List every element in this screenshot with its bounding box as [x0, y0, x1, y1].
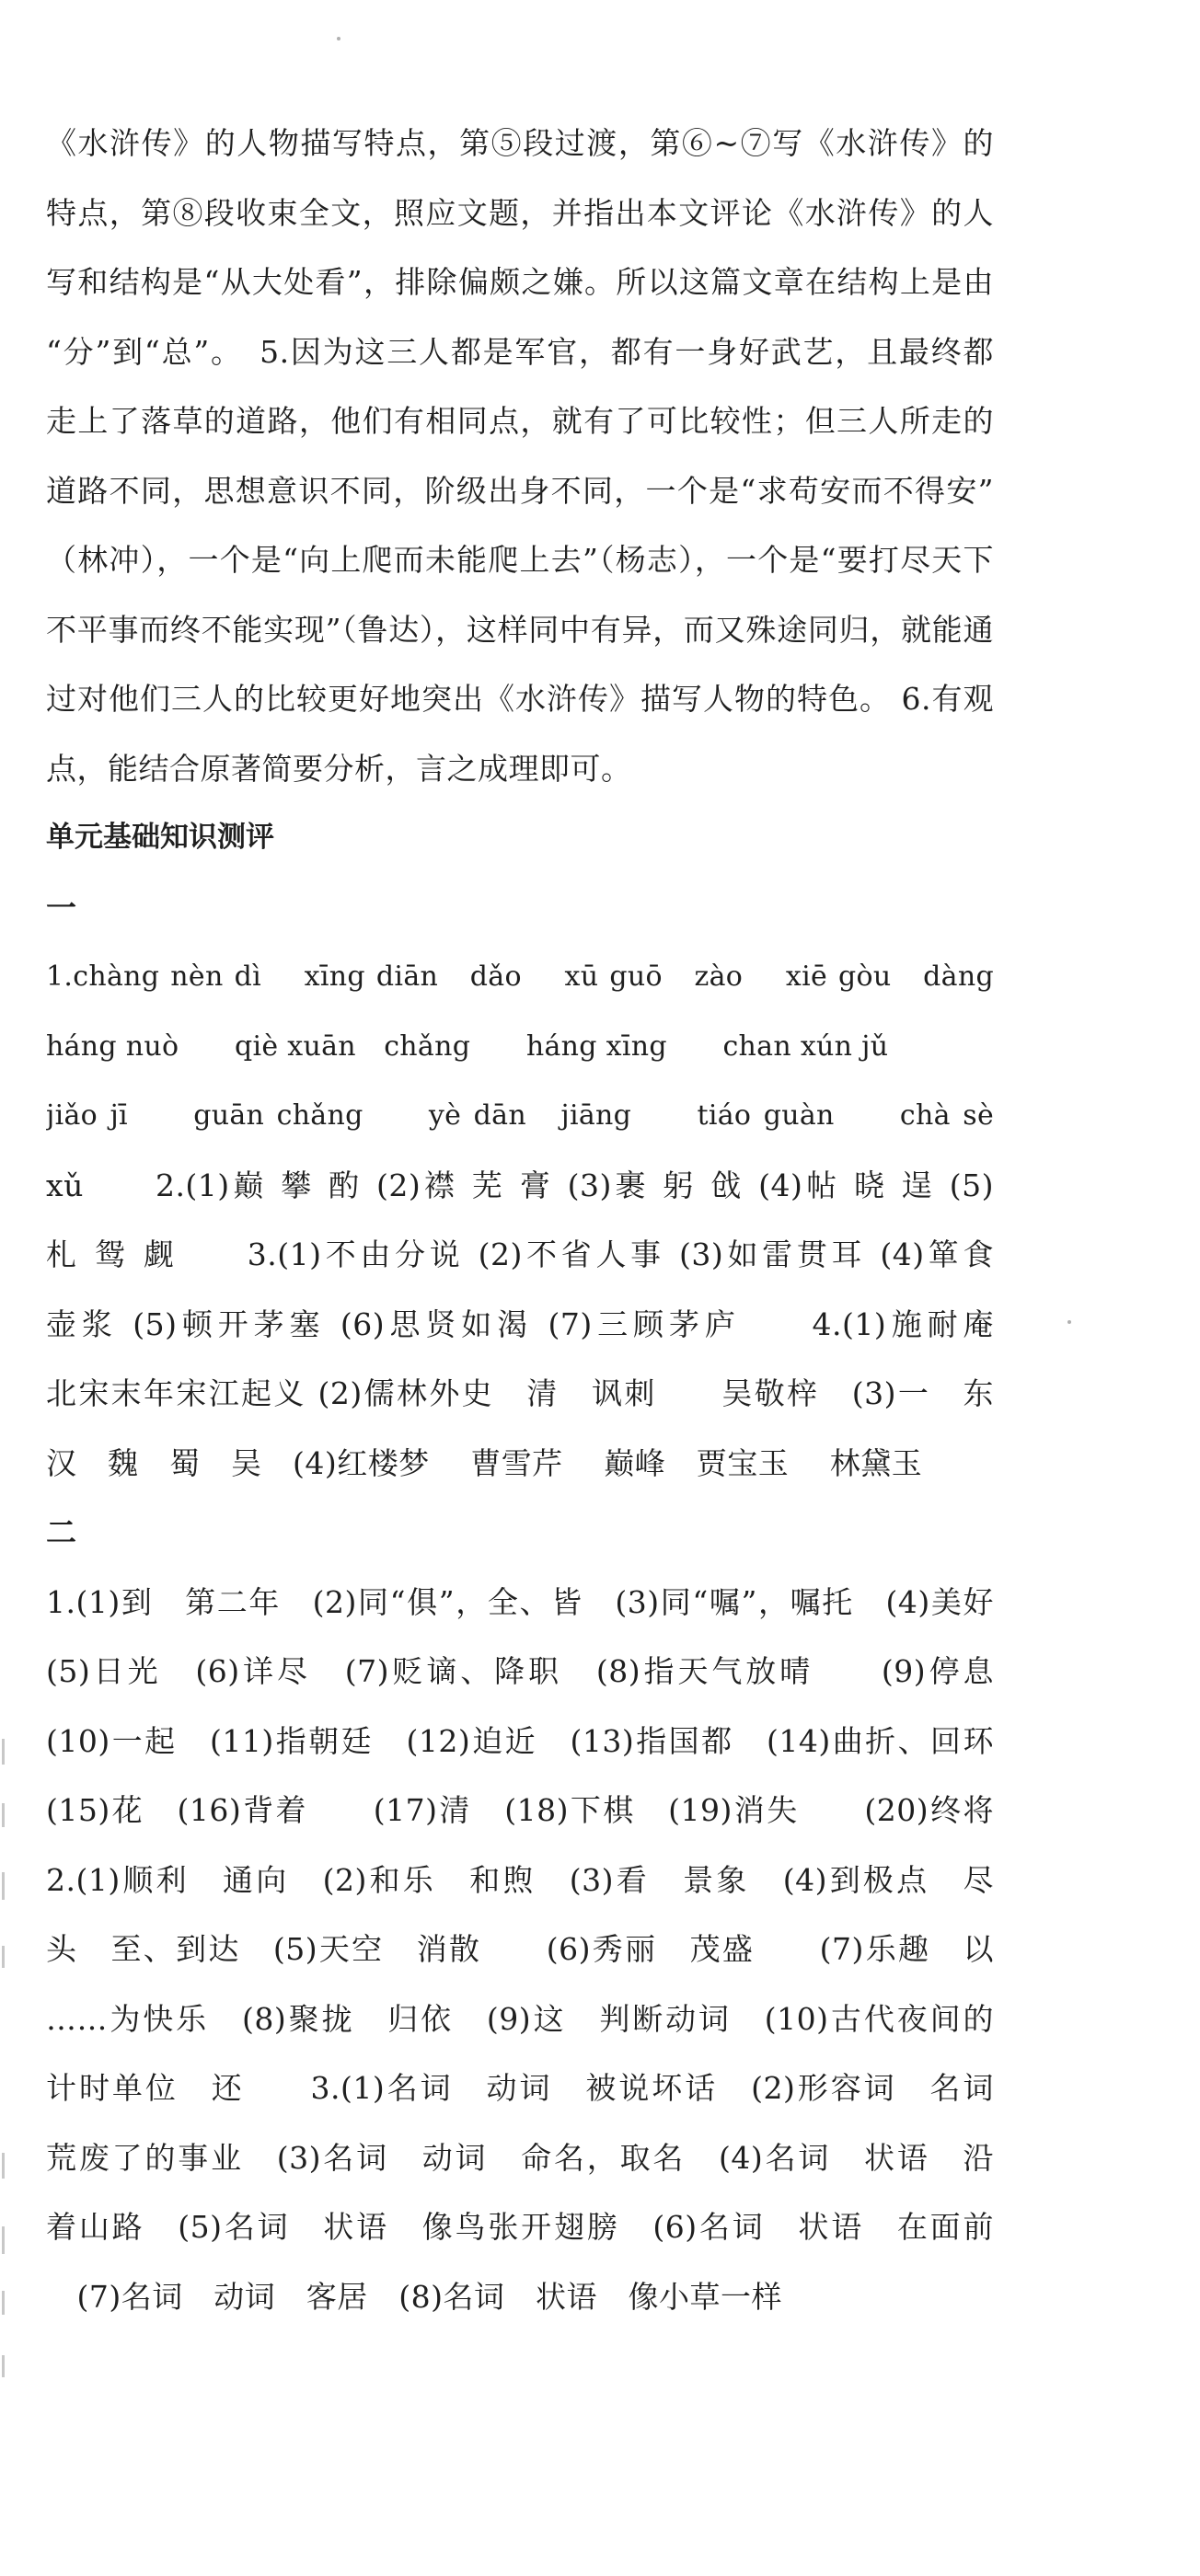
- text-line: 过对他们三人的比较更好地突出《水浒传》描写人物的特色。 6.有观: [46, 681, 994, 717]
- scan-artifact: [2, 1946, 5, 1968]
- text-line: “分”到“总”。 5.因为这三人都是军官，都有一身好武艺，且最终都: [46, 333, 994, 370]
- text-line: (10)一起 (11)指朝廷 (12)迫近 (13)指国都 (14)曲折、回环: [46, 1722, 994, 1759]
- text-line: 特点，第⑧段收束全文，照应文题，并指出本文评论《水浒传》的人: [46, 194, 994, 231]
- scan-speck: [337, 37, 340, 40]
- section-heading: 单元基础知识测评: [46, 821, 274, 854]
- scan-artifact: [2, 1803, 5, 1827]
- part-two-answers: [46, 1568, 994, 2332]
- pinyin-line: jiǎo jī guān chǎng yè dān jiāng tiáo guàn chà sè: [46, 1099, 994, 1132]
- text-line: (7)名词 动词 客居 (8)名词 状语 像小草一样: [46, 2278, 782, 2315]
- scan-artifact: [2, 2291, 5, 2315]
- text-line: 着山路 (5)名词 状语 像鸟张开翅膀 (6)名词 状语 在面前: [46, 2209, 994, 2245]
- text-line: 道路不同，思想意识不同，阶级出身不同，一个是“求苟安而不得安”: [46, 472, 994, 509]
- text-line: (5)日光 (6)详尽 (7)贬谪、降职 (8)指天气放晴 (9)停息: [46, 1653, 994, 1689]
- scan-speck: [1067, 1320, 1071, 1324]
- scan-artifact: [2, 2355, 5, 2377]
- part-one-answers: [46, 942, 994, 1498]
- text-line: 点，能结合原著简要分析，言之成理即可。: [46, 750, 632, 787]
- text-line: 北宋末年宋江起义 (2)儒林外史 清 讽刺 吴敬梓 (3)一 东: [46, 1375, 994, 1411]
- text-line: 写和结构是“从大处看”，排除偏颇之嫌。所以这篇文章在结构上是由: [46, 264, 994, 300]
- text-line: 不平事而终不能实现”（鲁达），这样同中有异，而又殊途同归，就能通: [46, 611, 994, 648]
- text-line: 走上了落草的道路，他们有相同点，就有了可比较性；但三人所走的: [46, 403, 994, 439]
- text-line: 头 至、到达 (5)天空 消散 (6)秀丽 茂盛 (7)乐趣 以: [46, 1931, 994, 1967]
- text-line: （林冲），一个是“向上爬而未能爬上去”（杨志），一个是“要打尽天下: [46, 542, 994, 578]
- answer-page: [46, 109, 994, 2331]
- pinyin-line: háng nuò qiè xuān chǎng háng xīng chan xún jǔ: [46, 1029, 889, 1063]
- pinyin-line: 1.chàng nèn dì xīng diān dǎo xū guō zào xiē gòu dàng: [46, 960, 994, 993]
- text-line: 汉 魏 蜀 吴 (4)红楼梦 曹雪芹 巅峰 贾宝玉 林黛玉: [46, 1444, 923, 1481]
- text-line: (15)花 (16)背着 (17)清 (18)下棋 (19)消失 (20)终将: [46, 1792, 994, 1828]
- part-one-marker: 一: [46, 889, 76, 926]
- text-line: 壶浆 (5)顿开茅塞 (6)思贤如渴 (7)三顾茅庐 4.(1)施耐庵: [46, 1305, 994, 1342]
- text-line: xǔ 2.(1)巅 攀 酌 (2)襟 芜 膏 (3)裹 躬 戗 (4)帖 晓 逞 (5): [46, 1167, 994, 1203]
- text-line: 2.(1)顺利 通向 (2)和乐 和煦 (3)看 景象 (4)到极点 尽: [46, 1861, 994, 1898]
- scan-artifact: [2, 1739, 5, 1765]
- scan-artifact: [2, 2153, 5, 2179]
- text-line: ……为快乐 (8)聚拢 归依 (9)这 判断动词 (10)古代夜间的: [46, 2000, 994, 2037]
- scan-artifact: [2, 2226, 5, 2254]
- text-line: 荒废了的事业 (3)名词 动词 命名，取名 (4)名词 状语 沿: [46, 2139, 994, 2176]
- text-line: 计时单位 还 3.(1)名词 动词 被说坏话 (2)形容词 名词: [46, 2070, 994, 2106]
- text-line: 《水浒传》的人物描写特点，第⑤段过渡，第⑥~⑦写《水浒传》的: [46, 125, 994, 161]
- part-two-marker: 二: [46, 1514, 76, 1550]
- essay-analysis-block: [46, 109, 994, 803]
- text-line: 1.(1)到 第二年 (2)同“俱”，全、皆 (3)同“嘱”，嘱托 (4)美好: [46, 1583, 994, 1620]
- text-line: 札 鸳 觑 3.(1)不由分说 (2)不省人事 (3)如雷贯耳 (4)箪食: [46, 1236, 994, 1272]
- scan-artifact: [2, 1872, 5, 1900]
